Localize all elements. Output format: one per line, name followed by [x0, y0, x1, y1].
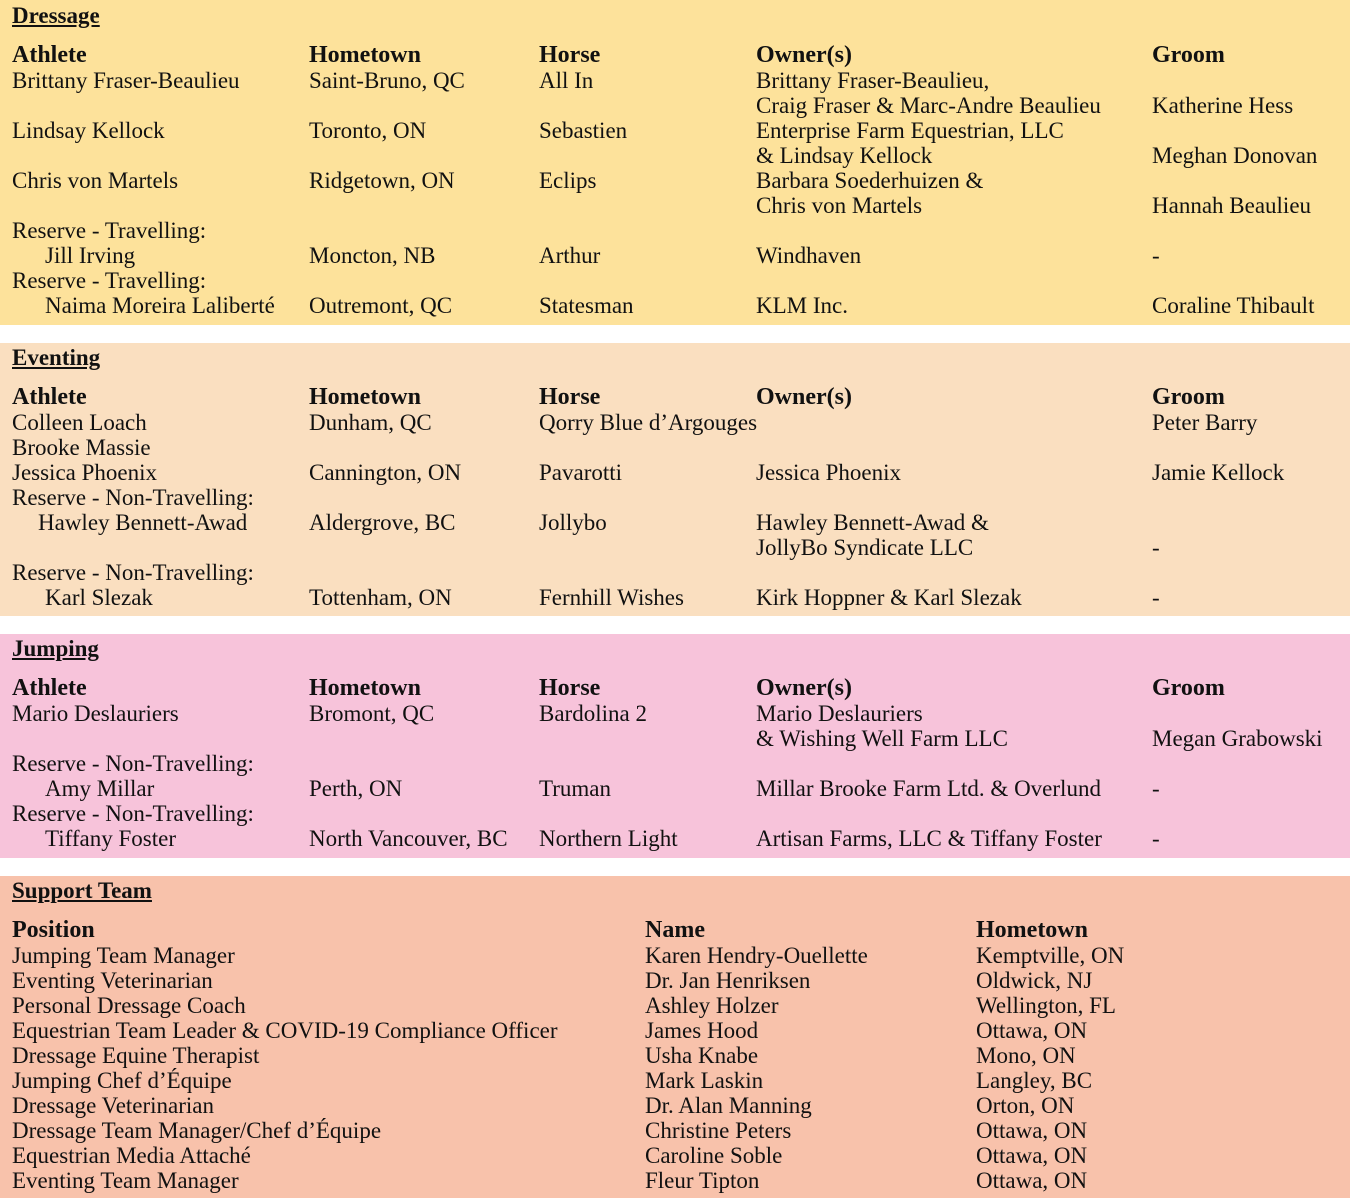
- table-row: [0, 560, 1350, 585]
- name-cell: Usha Knabe: [645, 1043, 759, 1068]
- dressage-title: Dressage: [12, 3, 100, 28]
- table-row: [0, 1143, 1350, 1168]
- table-row: [0, 435, 1350, 460]
- table-row: [0, 826, 1350, 851]
- athlete-cell: Colleen Loach: [12, 410, 147, 435]
- reserve-label: Reserve - Travelling:: [12, 218, 207, 243]
- position-cell: Eventing Team Manager: [12, 1168, 239, 1193]
- athlete-cell: Lindsay Kellock: [12, 118, 165, 143]
- horse-cell: Arthur: [539, 243, 601, 268]
- groom-cell: -: [1152, 585, 1160, 610]
- table-row: [0, 801, 1350, 826]
- name-cell: Caroline Soble: [645, 1143, 783, 1168]
- athlete-cell: Jessica Phoenix: [12, 460, 158, 485]
- name-cell: James Hood: [645, 1018, 759, 1043]
- groom-cell: -: [1152, 243, 1160, 268]
- hometown-cell: Bromont, QC: [309, 701, 435, 726]
- dressage-header-row: [0, 43, 1350, 68]
- name-cell: Mark Laskin: [645, 1068, 764, 1093]
- hometown-cell: Ottawa, ON: [976, 1018, 1088, 1043]
- name-cell: Fleur Tipton: [645, 1168, 760, 1193]
- horse-cell: Truman: [539, 776, 611, 801]
- hometown-cell: Kemptville, ON: [976, 943, 1125, 968]
- jumping-title: Jumping: [12, 636, 99, 661]
- table-row: [0, 1118, 1350, 1143]
- horse-cell: All In: [539, 68, 594, 93]
- support-team-title: Support Team: [12, 878, 152, 903]
- hometown-cell: Saint-Bruno, QC: [309, 68, 465, 93]
- position-cell: Jumping Chef d’Équipe: [12, 1068, 232, 1093]
- owners-cell: Hawley Bennett-Awad &: [756, 510, 989, 535]
- table-row: [0, 510, 1350, 535]
- header-horse: Horse: [539, 42, 601, 68]
- athlete-cell: Karl Slezak: [45, 585, 153, 610]
- table-row: [0, 143, 1350, 168]
- header-hometown: Hometown: [976, 917, 1088, 943]
- support-header-row: [0, 918, 1350, 943]
- table-row: [0, 968, 1350, 993]
- owners-cell: & Wishing Well Farm LLC: [756, 726, 1008, 751]
- horse-cell: Statesman: [539, 293, 634, 318]
- groom-cell: Coraline Thibault: [1152, 293, 1315, 318]
- table-row: [0, 460, 1350, 485]
- groom-cell: -: [1152, 535, 1160, 560]
- position-cell: Equestrian Team Leader & COVID-19 Compliance Officer: [12, 1018, 558, 1043]
- header-hometown: Hometown: [309, 42, 421, 68]
- header-groom: Groom: [1152, 384, 1225, 410]
- groom-cell: -: [1152, 826, 1160, 851]
- table-row: [0, 485, 1350, 510]
- hometown-cell: Cannington, ON: [309, 460, 462, 485]
- header-name: Name: [645, 917, 705, 943]
- table-row: [0, 93, 1350, 118]
- owners-cell: & Lindsay Kellock: [756, 143, 933, 168]
- position-cell: Dressage Equine Therapist: [12, 1043, 260, 1068]
- header-owners: Owner(s): [756, 384, 852, 410]
- owners-cell: Windhaven: [756, 243, 862, 268]
- reserve-label: Reserve - Non-Travelling:: [12, 751, 254, 776]
- jumping-section: [0, 634, 1350, 858]
- name-cell: Dr. Jan Henriksen: [645, 968, 811, 993]
- position-cell: Jumping Team Manager: [12, 943, 235, 968]
- owners-cell: JollyBo Syndicate LLC: [756, 535, 974, 560]
- header-athlete: Athlete: [12, 675, 87, 701]
- dressage-section: [0, 0, 1350, 325]
- header-horse: Horse: [539, 675, 601, 701]
- table-row: [0, 585, 1350, 610]
- table-row: [0, 1093, 1350, 1118]
- owners-cell: Jessica Phoenix: [756, 460, 902, 485]
- groom-cell: Katherine Hess: [1152, 93, 1294, 118]
- table-row: [0, 193, 1350, 218]
- horse-cell: Northern Light: [539, 826, 678, 851]
- owners-cell: Mario Deslauriers: [756, 701, 923, 726]
- table-row: [0, 168, 1350, 193]
- athlete-cell: Brittany Fraser-Beaulieu: [12, 68, 240, 93]
- hometown-cell: Ridgetown, ON: [309, 168, 455, 193]
- header-hometown: Hometown: [309, 675, 421, 701]
- hometown-cell: Mono, ON: [976, 1043, 1076, 1068]
- table-row: [0, 1068, 1350, 1093]
- table-row: [0, 701, 1350, 726]
- support-team-section: [0, 876, 1350, 1198]
- horse-cell: Eclips: [539, 168, 597, 193]
- jumping-header-row: [0, 676, 1350, 701]
- position-cell: Equestrian Media Attaché: [12, 1143, 251, 1168]
- name-cell: Dr. Alan Manning: [645, 1093, 812, 1118]
- hometown-cell: Ottawa, ON: [976, 1168, 1088, 1193]
- hometown-cell: Ottawa, ON: [976, 1143, 1088, 1168]
- groom-cell: -: [1152, 776, 1160, 801]
- athlete-cell: Tiffany Foster: [45, 826, 176, 851]
- header-groom: Groom: [1152, 675, 1225, 701]
- groom-cell: Hannah Beaulieu: [1152, 193, 1312, 218]
- owners-cell: Enterprise Farm Equestrian, LLC: [756, 118, 1064, 143]
- groom-cell: Peter Barry: [1152, 410, 1258, 435]
- table-row: [0, 993, 1350, 1018]
- hometown-cell: Aldergrove, BC: [309, 510, 456, 535]
- name-cell: Karen Hendry-Ouellette: [645, 943, 868, 968]
- owners-cell: Barbara Soederhuizen &: [756, 168, 984, 193]
- athlete-cell: Amy Millar: [45, 776, 155, 801]
- table-row: [0, 243, 1350, 268]
- hometown-cell: Moncton, NB: [309, 243, 436, 268]
- owners-cell: Millar Brooke Farm Ltd. & Overlund: [756, 776, 1101, 801]
- horse-cell: Jollybo: [539, 510, 607, 535]
- header-horse: Horse: [539, 384, 601, 410]
- owners-cell: Brittany Fraser-Beaulieu,: [756, 68, 990, 93]
- hometown-cell: North Vancouver, BC: [309, 826, 508, 851]
- hometown-cell: Ottawa, ON: [976, 1118, 1088, 1143]
- eventing-title: Eventing: [12, 345, 101, 370]
- hometown-cell: Orton, ON: [976, 1093, 1075, 1118]
- horse-cell: Qorry Blue d’Argouges: [539, 410, 758, 435]
- table-row: [0, 535, 1350, 560]
- position-cell: Eventing Veterinarian: [12, 968, 213, 993]
- horse-cell: Bardolina 2: [539, 701, 647, 726]
- owners-cell: KLM Inc.: [756, 293, 848, 318]
- table-row: [0, 410, 1350, 435]
- groom-cell: Megan Grabowski: [1152, 726, 1323, 751]
- table-row: [0, 293, 1350, 318]
- table-row: [0, 1018, 1350, 1043]
- table-row: [0, 776, 1350, 801]
- horse-cell: Pavarotti: [539, 460, 623, 485]
- hometown-cell: Tottenham, ON: [309, 585, 452, 610]
- table-row: [0, 751, 1350, 776]
- hometown-cell: Wellington, FL: [976, 993, 1116, 1018]
- athlete-cell: Brooke Massie: [12, 435, 151, 460]
- horse-cell: Fernhill Wishes: [539, 585, 684, 610]
- header-groom: Groom: [1152, 42, 1225, 68]
- hometown-cell: Oldwick, NJ: [976, 968, 1093, 993]
- reserve-label: Reserve - Non-Travelling:: [12, 560, 254, 585]
- table-row: [0, 1168, 1350, 1193]
- eventing-section: [0, 343, 1350, 616]
- hometown-cell: Toronto, ON: [309, 118, 427, 143]
- reserve-label: Reserve - Non-Travelling:: [12, 801, 254, 826]
- table-row: [0, 268, 1350, 293]
- reserve-label: Reserve - Non-Travelling:: [12, 485, 254, 510]
- groom-cell: Jamie Kellock: [1152, 460, 1285, 485]
- athlete-cell: Naima Moreira Laliberté: [45, 293, 275, 318]
- position-cell: Dressage Veterinarian: [12, 1093, 215, 1118]
- header-owners: Owner(s): [756, 42, 852, 68]
- groom-cell: Meghan Donovan: [1152, 143, 1318, 168]
- hometown-cell: Outremont, QC: [309, 293, 453, 318]
- table-row: [0, 218, 1350, 243]
- position-cell: Dressage Team Manager/Chef d’Équipe: [12, 1118, 382, 1143]
- horse-cell: Sebastien: [539, 118, 628, 143]
- table-row: [0, 118, 1350, 143]
- header-position: Position: [12, 917, 95, 943]
- table-row: [0, 943, 1350, 968]
- table-row: [0, 68, 1350, 93]
- athlete-cell: Hawley Bennett-Awad: [38, 510, 248, 535]
- header-hometown: Hometown: [309, 384, 421, 410]
- athlete-cell: Chris von Martels: [12, 168, 179, 193]
- header-athlete: Athlete: [12, 384, 87, 410]
- athlete-cell: Jill Irving: [45, 243, 136, 268]
- hometown-cell: Langley, BC: [976, 1068, 1093, 1093]
- hometown-cell: Perth, ON: [309, 776, 403, 801]
- owners-cell: Kirk Hoppner & Karl Slezak: [756, 585, 1022, 610]
- table-row: [0, 1043, 1350, 1068]
- owners-cell: Artisan Farms, LLC & Tiffany Foster: [756, 826, 1102, 851]
- owners-cell: Craig Fraser & Marc-Andre Beaulieu: [756, 93, 1101, 118]
- table-row: [0, 726, 1350, 751]
- hometown-cell: Dunham, QC: [309, 410, 432, 435]
- eventing-header-row: [0, 385, 1350, 410]
- reserve-label: Reserve - Travelling:: [12, 268, 207, 293]
- athlete-cell: Mario Deslauriers: [12, 701, 179, 726]
- owners-cell: Chris von Martels: [756, 193, 923, 218]
- header-athlete: Athlete: [12, 42, 87, 68]
- name-cell: Christine Peters: [645, 1118, 792, 1143]
- header-owners: Owner(s): [756, 675, 852, 701]
- position-cell: Personal Dressage Coach: [12, 993, 246, 1018]
- name-cell: Ashley Holzer: [645, 993, 779, 1018]
